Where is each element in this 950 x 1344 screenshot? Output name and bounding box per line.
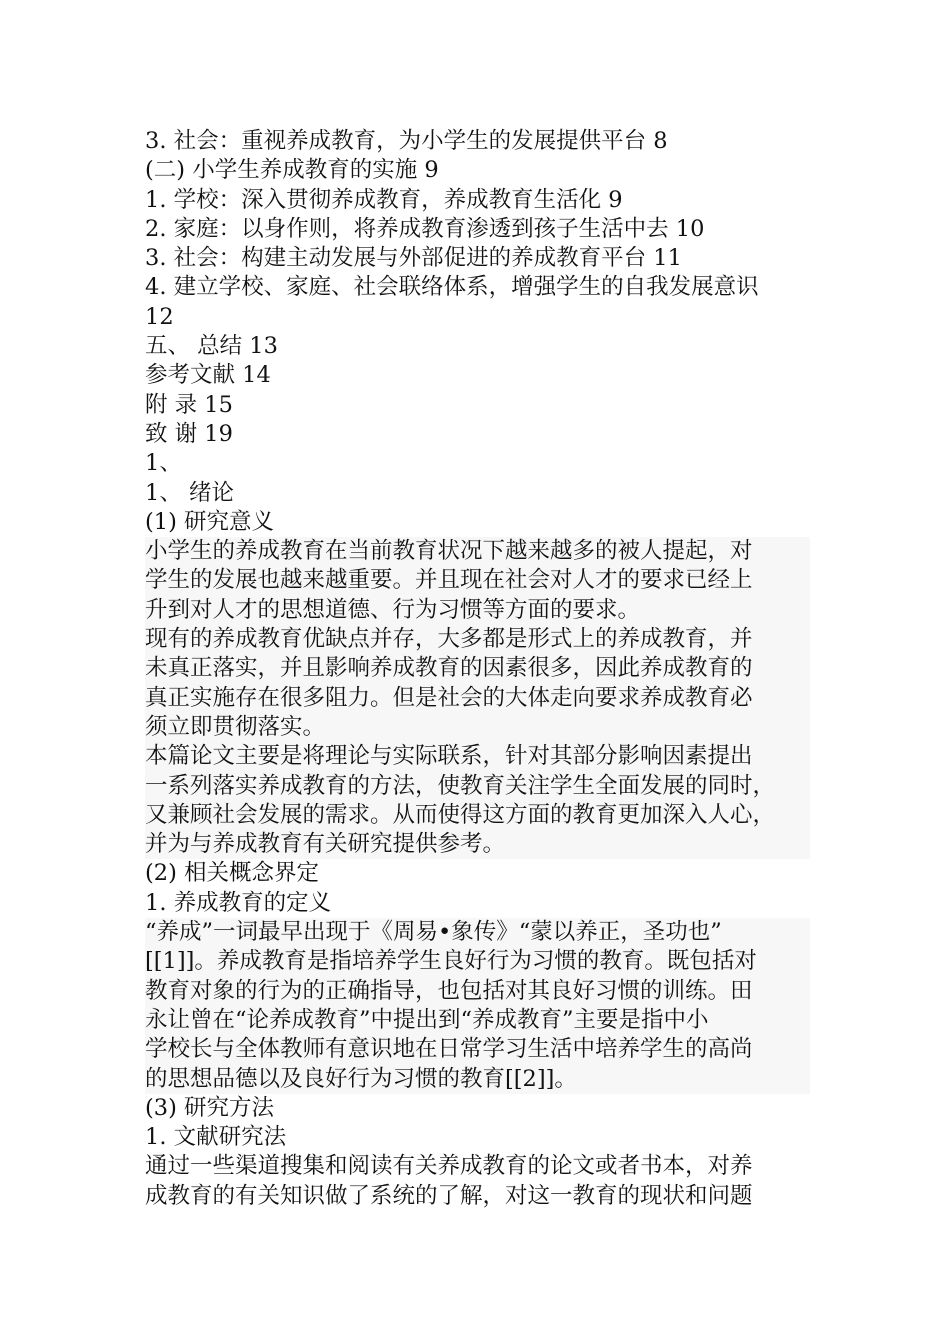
toc-line: 3. 社会：构建主动发展与外部促进的养成教育平台 11 <box>145 245 682 272</box>
paragraph-line: 的思想品德以及良好行为习惯的教育[[2]]。 <box>145 1065 810 1094</box>
toc-line: 五、 总结 13 <box>145 333 278 360</box>
toc-line: 3. 社会：重视养成教育，为小学生的发展提供平台 8 <box>145 128 668 154</box>
paragraph-line: 学校长与全体教师有意识地在日常学习生活中培养学生的高尚 <box>145 1035 810 1064</box>
paragraph-line: 并为与养成教育有关研究提供参考。 <box>145 830 810 859</box>
paragraph-line: 真正实施存在很多阻力。但是社会的大体走向要求养成教育必 <box>145 684 810 713</box>
paragraph-line: 未真正落实，并且影响养成教育的因素很多，因此养成教育的 <box>145 654 810 683</box>
toc-line: 12 <box>145 303 174 330</box>
paragraph-line: 永让曾在“论养成教育”中提出到“养成教育”主要是指中小 <box>145 1006 810 1035</box>
toc-line: 致 谢 19 <box>145 420 233 447</box>
document-page <box>145 127 810 1211</box>
toc-line: 4. 建立学校、家庭、社会联络体系，增强学生的自我发展意识 <box>145 274 759 301</box>
paragraph-line: 升到对人才的思想道德、行为习惯等方面的要求。 <box>145 596 810 625</box>
section-title: (2) 相关概念界定 <box>145 860 320 887</box>
paragraph-line: 学生的发展也越来越重要。并且现在社会对人才的要求已经上 <box>145 566 810 595</box>
paragraph-line: 须立即贯彻落实。 <box>145 713 810 742</box>
section-title: (3) 研究方法 <box>145 1094 275 1121</box>
toc-line: 1. 学校：深入贯彻养成教育，养成教育生活化 9 <box>145 186 623 213</box>
paragraph-line: 本篇论文主要是将理论与实际联系，针对其部分影响因素提出 <box>145 742 810 771</box>
paragraph-line: [[1]]。养成教育是指培养学生良好行为习惯的教育。既包括对 <box>145 947 810 976</box>
paragraph-literature-method <box>145 1152 810 1211</box>
chapter-title: 1、 绪论 <box>145 479 234 506</box>
toc-line: (二) 小学生养成教育的实施 9 <box>145 157 439 184</box>
subsection-title: 1. 文献研究法 <box>145 1124 287 1151</box>
paragraph-line: 成教育的有关知识做了系统的了解，对这一教育的现状和问题 <box>145 1182 753 1209</box>
toc-line: 2. 家庭：以身作则，将养成教育渗透到孩子生活中去 10 <box>145 215 705 242</box>
paragraph-line: 通过一些渠道搜集和阅读有关养成教育的论文或者书本，对养 <box>145 1153 753 1180</box>
paragraph-definition <box>145 918 810 1094</box>
paragraph-line: 小学生的养成教育在当前教育状况下越来越多的被人提起，对 <box>145 537 810 566</box>
subsection-title: 1. 养成教育的定义 <box>145 889 332 916</box>
paragraph-line: 一系列落实养成教育的方法，使教育关注学生全面发展的同时， <box>145 772 810 801</box>
paragraph-line: 又兼顾社会发展的需求。从而使得这方面的教育更加深入人心， <box>145 801 810 830</box>
toc-line: 附 录 15 <box>145 391 233 418</box>
paragraph-purpose <box>145 742 810 859</box>
paragraph-line: “养成”一词最早出现于《周易•象传》“蒙以养正，圣功也” <box>145 918 810 947</box>
paragraph-significance <box>145 537 810 625</box>
paragraph-line: 现有的养成教育优缺点并存，大多都是形式上的养成教育，并 <box>145 625 810 654</box>
paragraph-line: 教育对象的行为的正确指导，也包括对其良好习惯的训练。田 <box>145 977 810 1006</box>
section-title: (1) 研究意义 <box>145 508 275 535</box>
section-marker: 1、 <box>145 450 182 477</box>
toc-line: 参考文献 14 <box>145 362 271 389</box>
paragraph-current-state <box>145 625 810 742</box>
